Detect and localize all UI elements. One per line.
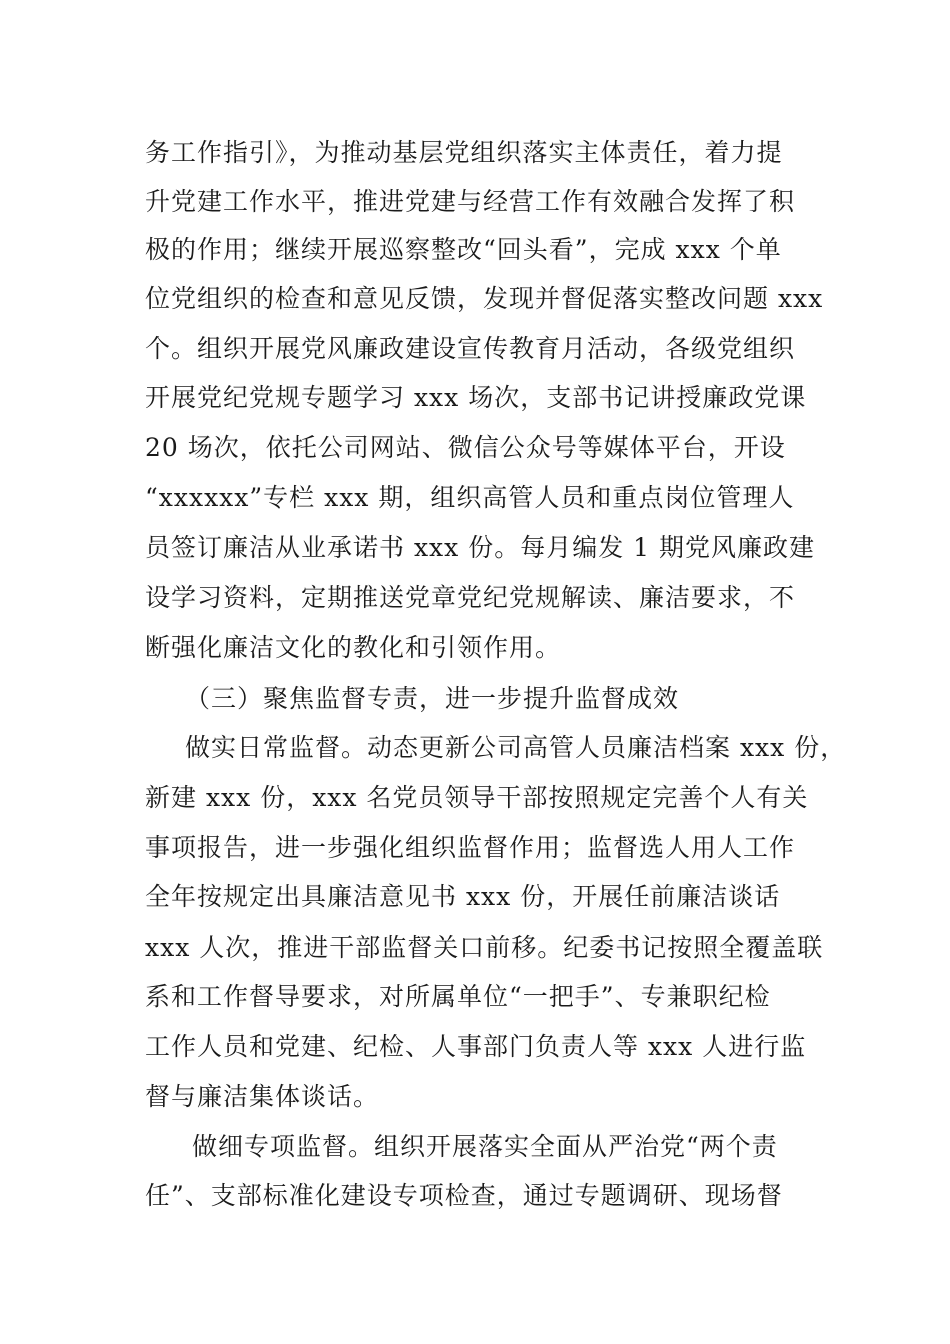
text-line: 极的作用；继续开展巡察整改“回头看”，完成 xxx 个单 — [145, 235, 782, 264]
text-line: 工作人员和党建、纪检、人事部门负责人等 xxx 人进行监 — [145, 1032, 807, 1061]
text-line: 个。组织开展党风廉政建设宣传教育月活动，各级党组织 — [145, 334, 796, 363]
text-line: 升党建工作水平，推进党建与经营工作有效融合发挥了积 — [145, 187, 796, 216]
paragraph-start-line: 做实日常监督。动态更新公司高管人员廉洁档案 xxx 份， — [185, 733, 847, 762]
text-line: 位党组织的检查和意见反馈，发现并督促落实整改问题 xxx — [145, 284, 824, 313]
text-line: 督与廉洁集体谈话。 — [145, 1082, 380, 1111]
text-line: 20 场次，依托公司网站、微信公众号等媒体平台，开设 — [145, 433, 786, 462]
text-line: 系和工作督导要求，对所属单位“一把手”、专兼职纪检 — [145, 982, 771, 1011]
text-line: 任”、支部标准化建设专项检查，通过专题调研、现场督 — [145, 1181, 783, 1210]
text-line: 务工作指引》，为推动基层党组织落实主体责任，着力提 — [145, 138, 783, 167]
text-line: 全年按规定出具廉洁意见书 xxx 份，开展任前廉洁谈话 — [145, 882, 781, 911]
text-line: 设学习资料，定期推送党章党纪党规解读、廉洁要求，不 — [145, 583, 796, 612]
text-line: 断强化廉洁文化的教化和引领作用。 — [145, 633, 562, 662]
text-line: 事项报告，进一步强化组织监督作用；监督选人用人工作 — [145, 833, 796, 862]
text-line: 员签订廉洁从业承诺书 xxx 份。每月编发 1 期党风廉政建 — [145, 533, 815, 562]
paragraph-start-line: 做细专项监督。组织开展落实全面从严治党“两个责 — [192, 1132, 778, 1161]
section-heading: （三）聚焦监督专责，进一步提升监督成效 — [185, 684, 680, 713]
text-line: xxx 人次，推进干部监督关口前移。纪委书记按照全覆盖联 — [145, 933, 824, 962]
text-line: 新建 xxx 份，xxx 名党员领导干部按照规定完善个人有关 — [145, 783, 809, 812]
text-line: “xxxxxx”专栏 xxx 期，组织高管人员和重点岗位管理人 — [145, 483, 795, 512]
text-line: 开展党纪党规专题学习 xxx 场次，支部书记讲授廉政党课 — [145, 383, 807, 412]
